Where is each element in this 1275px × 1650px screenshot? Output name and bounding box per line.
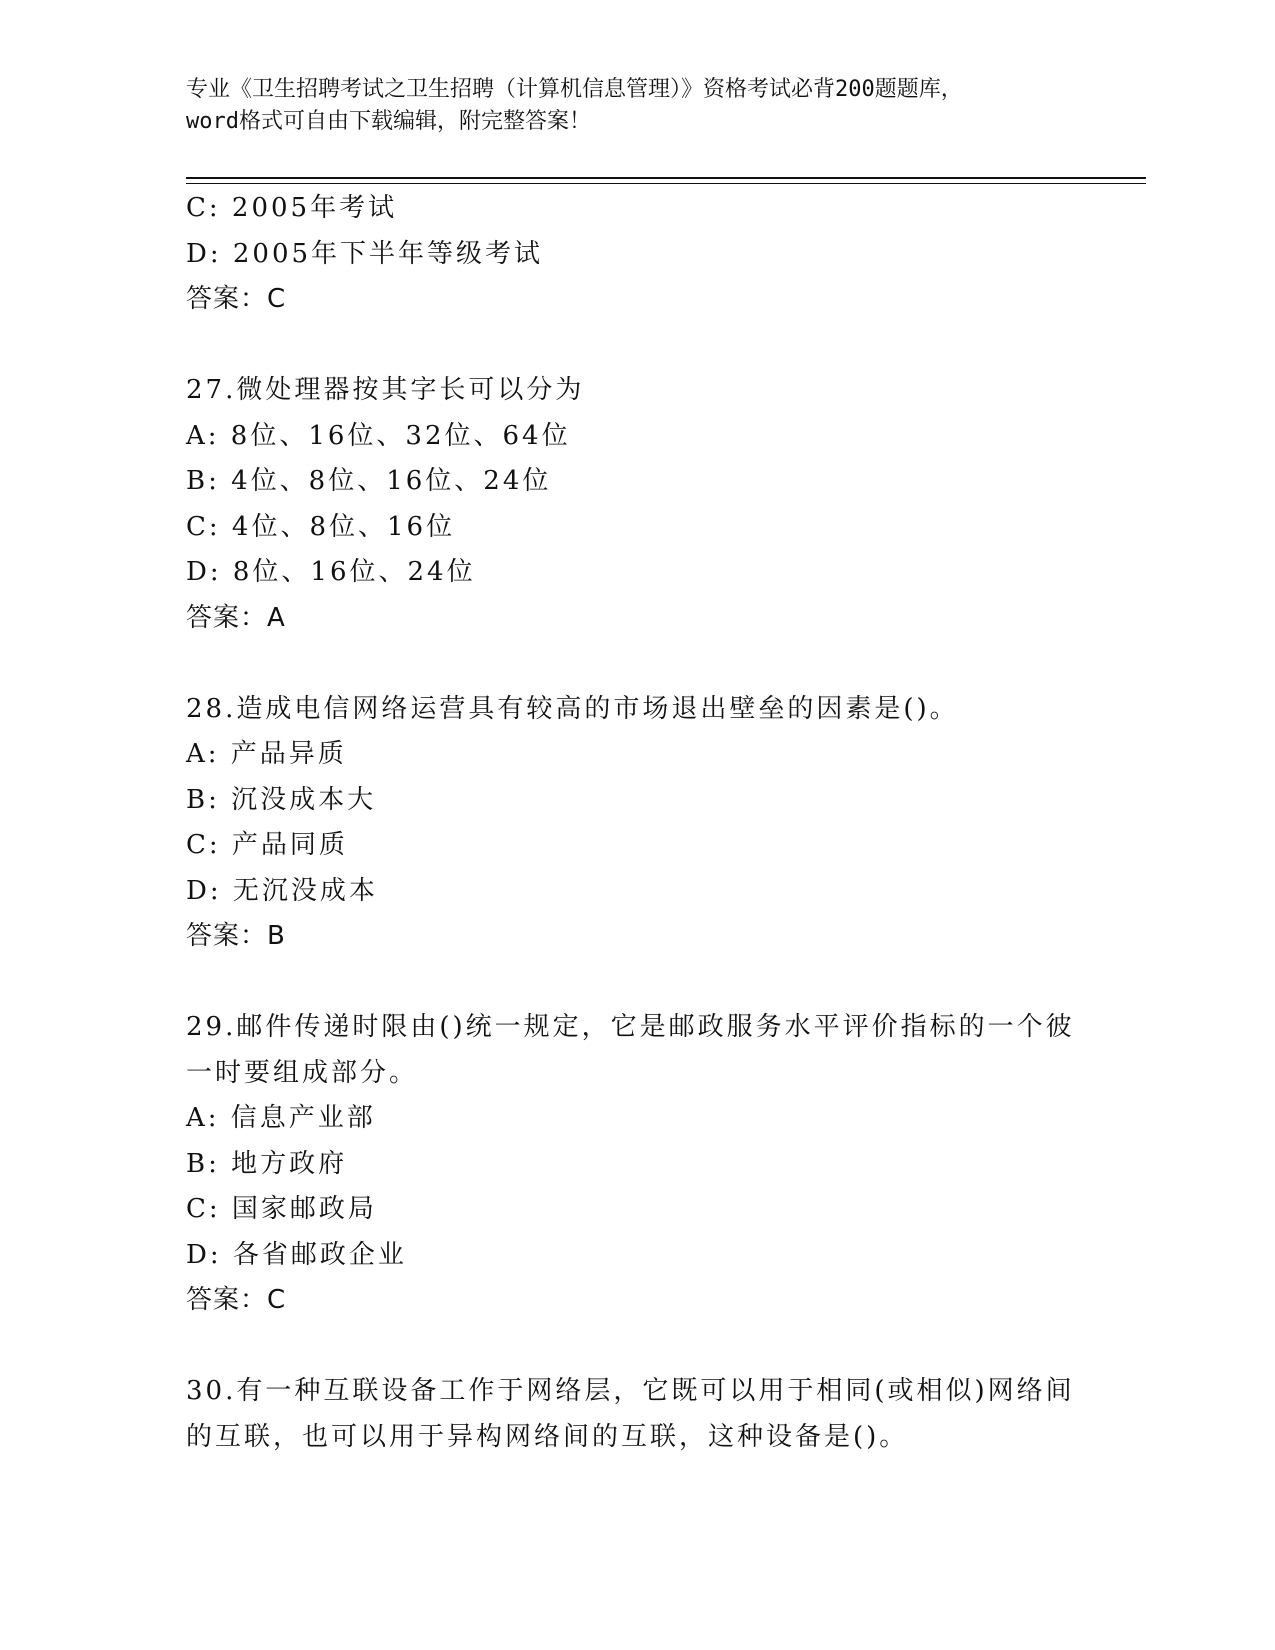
- header-line-2: word格式可自由下载编辑，附完整答案！: [186, 109, 591, 134]
- spacer: [186, 960, 1086, 1006]
- answer-line: 答案：B: [186, 921, 286, 951]
- option-c: C: 国家邮政局: [186, 1194, 377, 1224]
- question-text-line-1: 29.邮件传递时限由()统一规定，它是邮政服务水平评价指标的一个彼: [186, 1012, 1075, 1042]
- question-30: [186, 1369, 1086, 1460]
- spacer: [186, 323, 1086, 369]
- spacer: [186, 641, 1086, 687]
- question-text: 27.微处理器按其字长可以分为: [186, 375, 585, 405]
- header-line-1: 专业《卫生招聘考试之卫生招聘（计算机信息管理）》资格考试必背200题题库，: [186, 77, 963, 102]
- question-list: [186, 186, 1086, 1460]
- spacer: [186, 1324, 1086, 1370]
- answer-line: 答案：C: [186, 1285, 287, 1315]
- question-text: 28.造成电信网络运营具有较高的市场退出壁垒的因素是()。: [186, 693, 959, 724]
- option-d: D: 2005年下半年等级考试: [186, 238, 544, 269]
- question-28: [186, 687, 1086, 960]
- question-27: [186, 368, 1086, 641]
- question-text-line-2: 的互联，也可以用于异构网络间的互联，这种设备是()。: [186, 1421, 909, 1452]
- option-a: A: 信息产业部: [186, 1103, 376, 1133]
- question-26-tail: [186, 186, 1086, 323]
- option-a: A: 8位、16位、32位、64位: [186, 420, 571, 451]
- option-b: B: 沉没成本大: [186, 784, 377, 815]
- option-a: A: 产品异质: [186, 739, 347, 769]
- option-c: C: 2005年考试: [186, 193, 398, 223]
- option-d: D: 8位、16位、24位: [186, 557, 476, 587]
- question-29: [186, 1005, 1086, 1324]
- header-rule-thin: [186, 183, 1146, 184]
- header-rule-thick: [186, 177, 1146, 179]
- option-c: C: 4位、8位、16位: [186, 511, 456, 542]
- option-b: B: 4位、8位、16位、24位: [186, 466, 552, 496]
- option-c: C: 产品同质: [186, 830, 348, 860]
- option-d: D: 无沉没成本: [186, 875, 378, 906]
- document-header: [186, 74, 1066, 138]
- question-text-line-1: 30.有一种互联设备工作于网络层，它既可以用于相同(或相似)网络间: [186, 1376, 1075, 1406]
- answer-line: 答案：A: [186, 602, 286, 633]
- option-b: B: 地方政府: [186, 1148, 348, 1179]
- question-text-line-2: 一时要组成部分。: [186, 1057, 419, 1088]
- option-d: D: 各省邮政企业: [186, 1239, 407, 1270]
- answer-line: 答案：C: [186, 284, 287, 314]
